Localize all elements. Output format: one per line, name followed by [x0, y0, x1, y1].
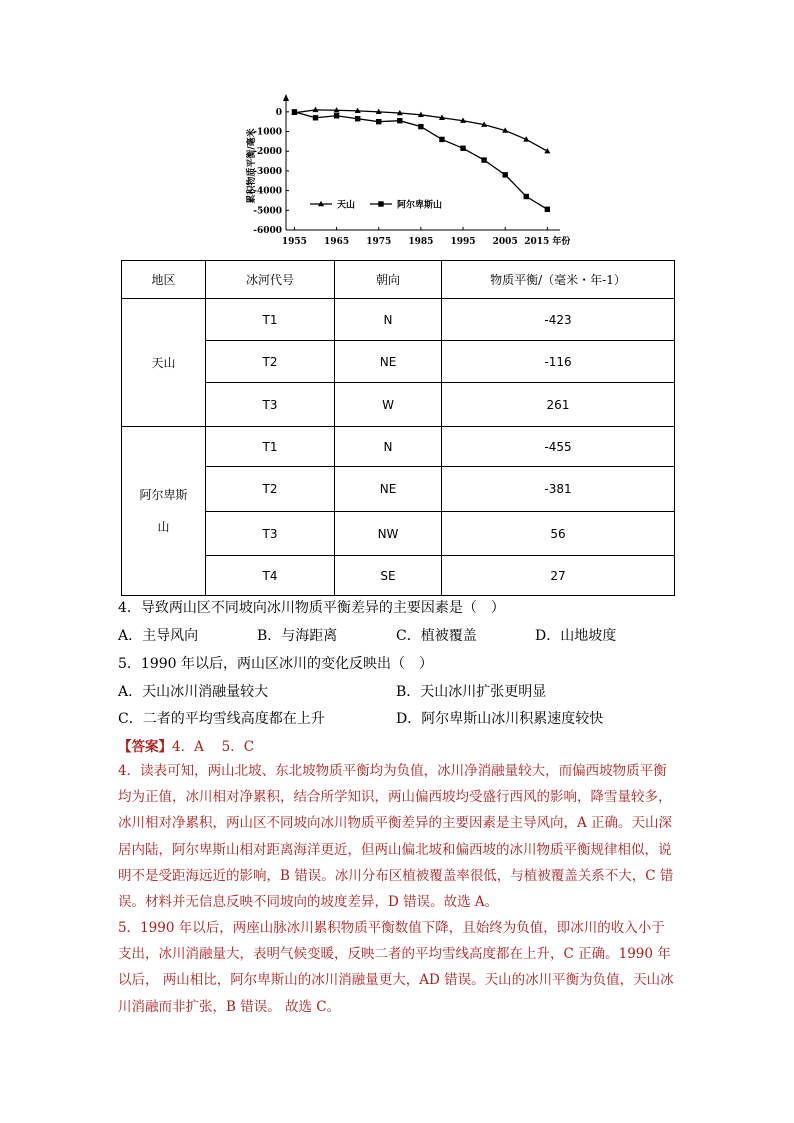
data-point-square: [376, 119, 381, 124]
table-cell: NE: [335, 467, 442, 512]
table-cell: NE: [335, 341, 442, 383]
x-tick-label: 1965: [324, 237, 350, 247]
table-header-cell: 冰河代号: [206, 261, 335, 299]
table-cell: T3: [206, 383, 335, 427]
glacier-mass-balance-chart: [240, 92, 570, 252]
q4-option-b: B．与海距离: [257, 628, 338, 644]
table-header-cell: 地区: [122, 261, 206, 299]
table-cell: -423: [442, 299, 675, 341]
answer-tag: 【答案】: [118, 739, 172, 755]
q5-option-b: B．天山冰川扩张更明显: [396, 684, 547, 700]
table-header-cell: 物质平衡/（毫米・年-1）: [442, 261, 675, 299]
data-point-square: [545, 207, 550, 212]
x-tick-label: 1985: [408, 237, 434, 247]
table-cell: T3: [206, 512, 335, 556]
explanation-4: 4．读表可知，两山北坡、东北坡物质平衡均为负值，冰川净消融量较大，而偏西坡物质平衡均为正值，冰川相对净累积，结合所学知识，两山偏西坡均受盛行西风的影响，降雪量较多，冰川相对净累积，两山区不同坡向冰川物质平衡差异的主要因素是主导风向，A 正确。天山深居内陆，阿尔卑斯山相对距离海洋更近，但两山偏北坡和偏西坡的冰川物质平衡规律相似，说明不是受距海远近的影响，B 错误。冰川分布区植被覆盖率很低，与植被覆盖关系不大，C 错误。材料并无信息反映不同坡向的坡度差异，D 错误。故选 A。: [118, 763, 674, 911]
table-cell: T1: [206, 427, 335, 467]
table-cell: NW: [335, 512, 442, 556]
table-cell: 261: [442, 383, 675, 427]
data-point-square: [397, 118, 402, 123]
glacier-data-table: [121, 260, 675, 596]
region-cell: 天山: [122, 299, 206, 427]
x-tick-label: 2005: [492, 237, 518, 247]
table-cell: T2: [206, 467, 335, 512]
answer-line: [118, 735, 254, 755]
data-point-square: [460, 146, 465, 151]
explanation-5: 5．1990 年以后，两座山脉冰川累积物质平衡数值下降，且始终为负值，即冰川的收入小于支出，冰川消融量大，表明气候变暖，反映二者的平均雪线高度都在上升，C 正确。1990 年以后， 两山相比，阿尔卑斯山的冰川消融量更大，AD 错误。天山的冰川平衡为负值，天山冰川消融而非扩张，B 错误。 故选 C。: [118, 920, 674, 1015]
q5-option-a: A．天山冰川消融量较大: [118, 684, 269, 700]
table-cell: T4: [206, 556, 335, 596]
table-cell: 27: [442, 556, 675, 596]
chart-series-layer: [291, 107, 550, 212]
question-4-stem: 4．导致两山区不同坡向冰川物质平衡差异的主要因素是（ ）: [118, 600, 505, 616]
data-point-square: [524, 194, 529, 199]
legend-label: 阿尔卑斯山: [397, 200, 443, 211]
legend-label: 天山: [337, 200, 356, 211]
data-point-square: [418, 124, 423, 129]
q4-option-a: A．主导风向: [118, 628, 199, 644]
y-tick-label: -3000: [253, 166, 282, 177]
question-5-stem: 5．1990 年以后，两山区冰川的变化反映出（ ）: [118, 656, 433, 672]
chart-legend: [310, 199, 442, 211]
region-cell: 阿尔卑斯山: [122, 427, 206, 596]
data-point-square: [334, 113, 339, 118]
data-point-square: [313, 115, 318, 120]
x-tick-label: 1955: [281, 237, 307, 247]
y-tick-label: -6000: [253, 226, 282, 236]
data-point-square: [355, 116, 360, 121]
x-tick-label: 1975: [366, 237, 392, 247]
y-axis-arrow: [283, 94, 289, 101]
table-row: [122, 427, 675, 467]
table-cell: 56: [442, 512, 675, 556]
table-cell: T2: [206, 341, 335, 383]
y-tick-label: 0: [275, 107, 282, 118]
table-cell: -455: [442, 427, 675, 467]
table-row: [122, 299, 675, 341]
y-axis-label: 累积物质平衡/毫米: [247, 128, 257, 204]
y-tick-label: -2000: [253, 147, 282, 158]
data-point-square: [292, 109, 297, 114]
data-point-square: [503, 172, 508, 177]
data-point-square: [481, 157, 486, 162]
chart-axes: [253, 94, 570, 247]
table-cell: W: [335, 383, 442, 427]
data-point-square: [439, 137, 444, 142]
y-tick-label: -1000: [253, 127, 282, 138]
q5-option-d: D．阿尔卑斯山冰川积累速度较快: [396, 711, 604, 727]
table-cell: T1: [206, 299, 335, 341]
table-header-cell: 朝向: [335, 261, 442, 299]
x-tick-label: 2015 年份: [524, 237, 570, 247]
table-cell: SE: [335, 556, 442, 596]
legend-marker-square: [378, 201, 383, 206]
table-cell: N: [335, 427, 442, 467]
y-tick-label: -5000: [253, 206, 282, 217]
table-cell: -116: [442, 341, 675, 383]
table-cell: -381: [442, 467, 675, 512]
q4-option-c: C．植被覆盖: [396, 628, 477, 644]
q4-option-d: D．山地坡度: [535, 628, 617, 644]
answer-text: 4．A 5．C: [172, 739, 255, 755]
table-cell: N: [335, 299, 442, 341]
table-header-row: [122, 261, 675, 299]
y-tick-label: -4000: [253, 186, 282, 197]
x-tick-label: 1995: [450, 237, 476, 247]
q5-option-c: C．二者的平均雪线高度都在上升: [118, 711, 325, 727]
